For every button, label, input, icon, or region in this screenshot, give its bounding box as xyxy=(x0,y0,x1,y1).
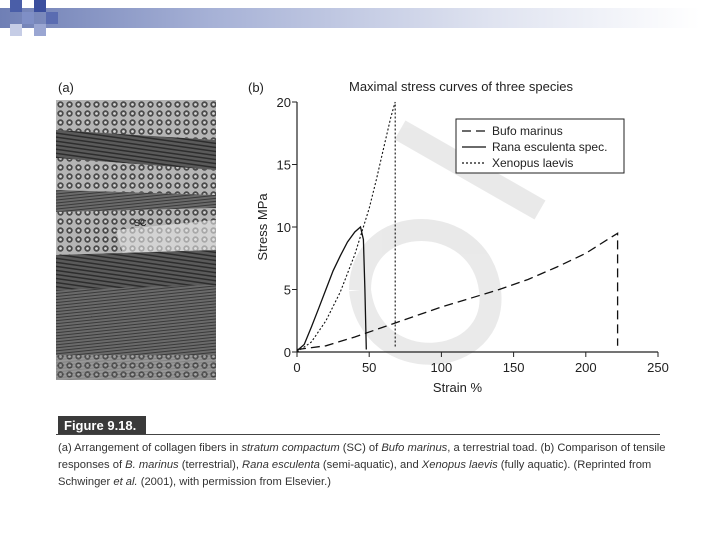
panel-label-b: (b) xyxy=(248,80,264,95)
caption-part: stratum compactum xyxy=(241,442,340,454)
stress-strain-chart xyxy=(240,90,680,400)
deco-square xyxy=(46,12,58,24)
figure-caption xyxy=(58,440,668,491)
sc-region-label: SC xyxy=(134,218,147,228)
y-tick-label: 10 xyxy=(276,220,291,235)
caption-part: (a) Arrangement of collagen fibers in xyxy=(58,442,242,454)
caption-part: Rana esculenta xyxy=(242,459,320,471)
legend xyxy=(456,119,624,173)
x-tick-label: 150 xyxy=(502,360,525,375)
panel-label-a: (a) xyxy=(58,80,74,95)
x-axis-label: Strain % xyxy=(432,380,483,395)
y-tick-label: 0 xyxy=(283,345,291,360)
caption-part: B. marinus xyxy=(125,459,179,471)
deco-square xyxy=(22,12,34,24)
micrograph-image xyxy=(56,100,216,380)
x-tick-label: 0 xyxy=(293,360,301,375)
caption-divider xyxy=(56,434,660,435)
caption-part: Xenopus laevis xyxy=(421,459,498,471)
deco-square xyxy=(10,24,22,36)
x-tick-label: 200 xyxy=(574,360,597,375)
y-tick-label: 20 xyxy=(276,95,291,110)
x-tick-label: 50 xyxy=(361,360,377,375)
caption-part: Bufo marinus xyxy=(381,442,448,454)
series-line-xenopus-laevis xyxy=(297,102,395,352)
legend-label: Xenopus laevis xyxy=(492,156,574,170)
caption-part: (semi-aquatic), and xyxy=(319,459,422,471)
y-tick-label: 15 xyxy=(276,157,291,173)
chart-title: Maximal stress curves of three species xyxy=(349,79,573,94)
legend-label: Bufo marinus xyxy=(492,124,563,138)
caption-part: (terrestrial), xyxy=(178,459,243,471)
caption-part: (SC) of xyxy=(339,442,382,454)
y-axis-label: Stress MPa xyxy=(255,193,270,261)
deco-square xyxy=(10,0,22,12)
legend-label: Rana esculenta spec. xyxy=(492,140,608,154)
x-tick-label: 250 xyxy=(647,360,669,375)
deco-square xyxy=(34,24,46,36)
caption-part: (2001), with permission from Elsevier.) xyxy=(137,476,331,488)
header-gradient-bar xyxy=(0,8,700,28)
deco-square xyxy=(34,0,46,12)
collagen-micrograph xyxy=(56,100,216,380)
caption-part: (fully aquatic). (Reprinted from Schwinger xyxy=(58,459,652,488)
caption-part: et al. xyxy=(113,476,138,488)
figure-tag: Figure 9.18. xyxy=(58,416,146,435)
caption-part: , a terrestrial toad. (b) Comparison of tensile responses of xyxy=(58,442,666,471)
x-tick-label: 100 xyxy=(430,360,453,375)
y-tick-label: 5 xyxy=(283,282,291,298)
